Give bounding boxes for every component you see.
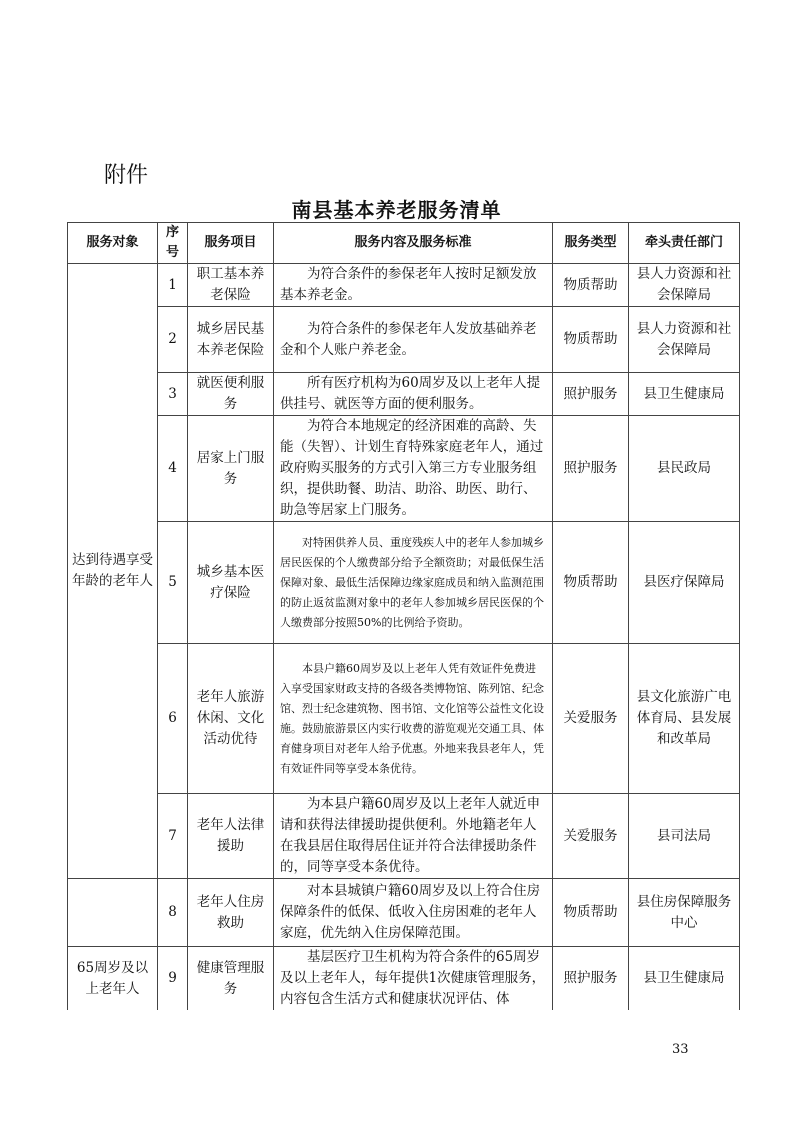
row-type: 关爱服务 [553, 644, 629, 794]
row-dept: 县卫生健康局 [629, 373, 740, 416]
row-no: 7 [158, 794, 188, 879]
row-content: 对本县城镇户籍60周岁及以上符合住房保障条件的低保、低收入住房困难的老年人家庭，优先纳入住房保障范围。 [274, 879, 553, 947]
table-row [68, 264, 740, 307]
row-no: 9 [158, 947, 188, 1011]
row-content: 基层医疗卫生机构为符合条件的65周岁及以上老年人，每年提供1次健康管理服务，内容包含生活方式和健康状况评估、体 [274, 947, 553, 1011]
row-item: 就医便利服务 [188, 373, 274, 416]
header-item: 服务项目 [188, 223, 274, 264]
group-object [68, 879, 158, 947]
row-dept: 县人力资源和社会保障局 [629, 307, 740, 373]
row-no: 3 [158, 373, 188, 416]
table-row [68, 373, 740, 416]
table-header-row [68, 223, 740, 264]
header-no: 序号 [158, 223, 188, 264]
row-content: 对特困供养人员、重度残疾人中的老年人参加城乡居民医保的个人缴费部分给予全额资助；对最低保生活保障对象、最低生活保障边缘家庭成员和纳入监测范围的防止返贫监测对象中的老年人参加城乡居民医保的个人缴费部分按照50%的比例给予资助。 [274, 522, 553, 644]
row-no: 2 [158, 307, 188, 373]
row-item: 城乡基本医疗保险 [188, 522, 274, 644]
group-object: 达到待遇享受年龄的老年人 [68, 264, 158, 879]
row-item: 城乡居民基本养老保险 [188, 307, 274, 373]
table-row [68, 794, 740, 879]
row-item: 老年人旅游休闲、文化活动优待 [188, 644, 274, 794]
row-dept: 县医疗保障局 [629, 522, 740, 644]
header-type: 服务类型 [553, 223, 629, 264]
row-type: 物质帮助 [553, 522, 629, 644]
row-content: 为本县户籍60周岁及以上老年人就近申请和获得法律援助提供便利。外地籍老年人在我县居住取得居住证并符合法律援助条件的，同等享受本条优待。 [274, 794, 553, 879]
row-dept: 县卫生健康局 [629, 947, 740, 1011]
row-type: 照护服务 [553, 416, 629, 522]
row-no: 8 [158, 879, 188, 947]
row-item: 职工基本养老保险 [188, 264, 274, 307]
row-content: 为符合条件的参保老年人按时足额发放基本养老金。 [274, 264, 553, 307]
table-row [68, 879, 740, 947]
table-row [68, 644, 740, 794]
table-row [68, 416, 740, 522]
header-dept: 牵头责任部门 [629, 223, 740, 264]
page-number: 33 [672, 1042, 689, 1057]
row-type: 物质帮助 [553, 879, 629, 947]
row-no: 4 [158, 416, 188, 522]
row-item: 老年人住房救助 [188, 879, 274, 947]
header-object: 服务对象 [68, 223, 158, 264]
row-content: 本县户籍60周岁及以上老年人凭有效证件免费进入享受国家财政支持的各级各类博物馆、陈列馆、纪念馆、烈士纪念建筑物、图书馆、文化馆等公益性文化设施。鼓励旅游景区内实行收费的游览观光交通工具、体育健身项目对老年人给予优惠。外地来我县老年人，凭有效证件同等享受本条优待。 [274, 644, 553, 794]
row-dept: 县住房保障服务中心 [629, 879, 740, 947]
row-type: 物质帮助 [553, 307, 629, 373]
header-content: 服务内容及服务标准 [274, 223, 553, 264]
table-row [68, 307, 740, 373]
row-dept: 县民政局 [629, 416, 740, 522]
row-item: 居家上门服务 [188, 416, 274, 522]
row-type: 照护服务 [553, 373, 629, 416]
row-no: 6 [158, 644, 188, 794]
row-no: 5 [158, 522, 188, 644]
row-dept: 县人力资源和社会保障局 [629, 264, 740, 307]
row-item: 老年人法律援助 [188, 794, 274, 879]
row-dept: 县司法局 [629, 794, 740, 879]
attachment-label: 附件 [104, 163, 149, 188]
row-type: 物质帮助 [553, 264, 629, 307]
row-content: 为符合条件的参保老年人发放基础养老金和个人账户养老金。 [274, 307, 553, 373]
row-type: 关爱服务 [553, 794, 629, 879]
group-object: 65周岁及以上老年人 [68, 947, 158, 1011]
row-item: 健康管理服务 [188, 947, 274, 1011]
document-title: 南县基本养老服务清单 [291, 198, 502, 222]
row-type: 照护服务 [553, 947, 629, 1011]
table-row [68, 522, 740, 644]
service-list-table [67, 222, 740, 1010]
row-content: 所有医疗机构为60周岁及以上老年人提供挂号、就医等方面的便利服务。 [274, 373, 553, 416]
table-row [68, 947, 740, 1011]
row-dept: 县文化旅游广电体育局、县发展和改革局 [629, 644, 740, 794]
row-no: 1 [158, 264, 188, 307]
row-content: 为符合本地规定的经济困难的高龄、失能（失智）、计划生育特殊家庭老年人，通过政府购买服务的方式引入第三方专业服务组织，提供助餐、助洁、助浴、助医、助行、助急等居家上门服务。 [274, 416, 553, 522]
